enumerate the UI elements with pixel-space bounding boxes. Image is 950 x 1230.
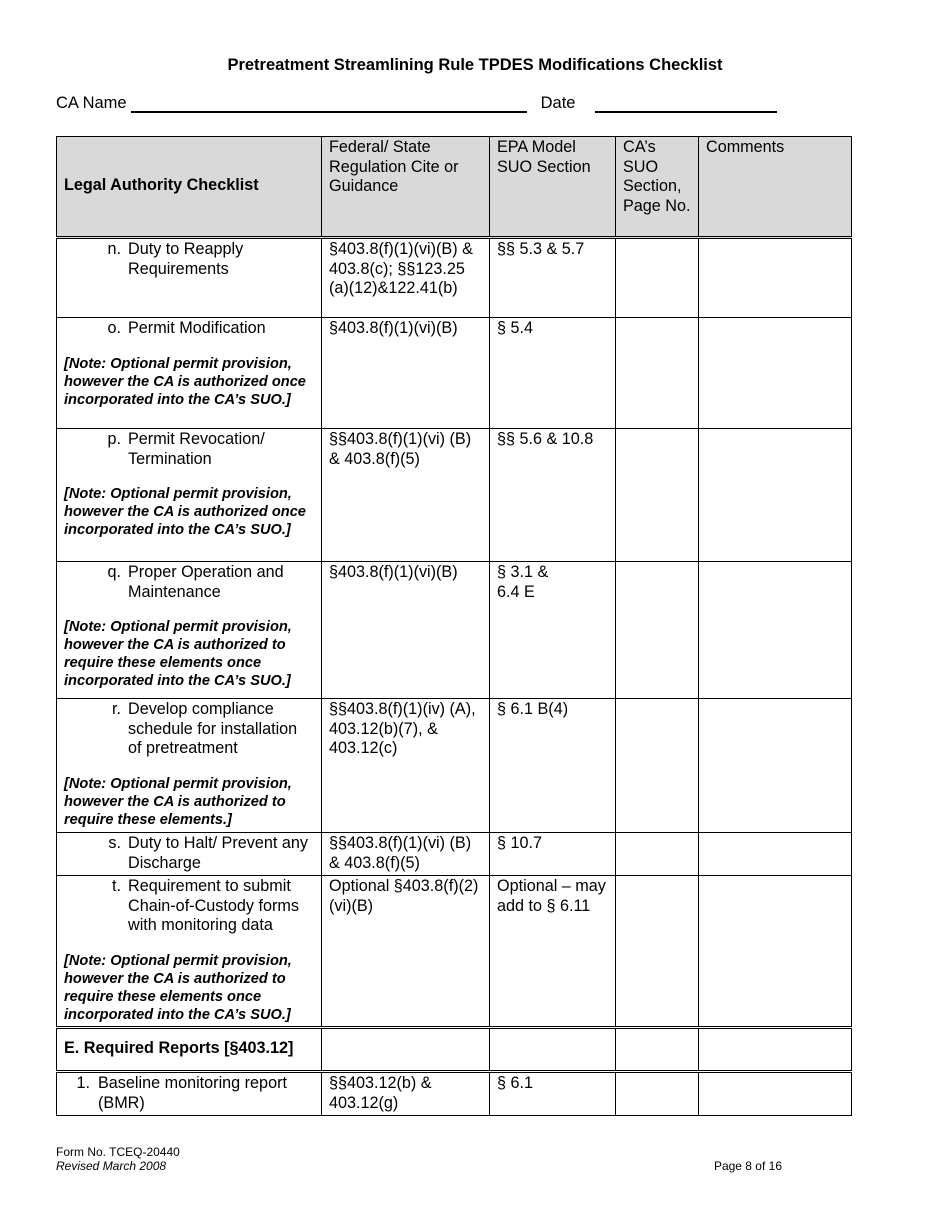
item-label: Requirement to submit Chain-of-Custody forms with monitoring data xyxy=(128,877,299,934)
comments-cell[interactable] xyxy=(699,429,852,562)
column-header: EPA Model SUO Section xyxy=(490,137,616,238)
page-title: Pretreatment Streamlining Rule TPDES Modifications Checklist xyxy=(227,56,723,74)
form-number: Form No. TCEQ-20440 xyxy=(56,1145,180,1159)
regulation-cite: §§403.12(b) & 403.12(g) xyxy=(322,1072,490,1116)
item-letter: p. xyxy=(107,430,121,448)
column-header: Federal/ State Regulation Cite or Guidance xyxy=(322,137,490,238)
epa-suo-section: § 5.4 xyxy=(490,318,616,429)
epa-suo-section: § 6.1 B(4) xyxy=(490,699,616,833)
item-label: Duty to Reapply Requirements xyxy=(128,240,244,278)
item-note: [Note: Optional permit provision, however the CA is authorized to require these elements once incorporated into the CA’s SUO.] xyxy=(64,952,292,1023)
table-row xyxy=(57,562,852,699)
ca-suo-section-cell[interactable] xyxy=(616,833,699,876)
footer-form-info xyxy=(56,1145,180,1173)
item-label: Permit Modification xyxy=(128,319,266,337)
checklist-table xyxy=(56,136,852,1116)
page-number: Page 8 of 16 xyxy=(713,1159,782,1173)
regulation-cite: §§403.8(f)(1)(vi) (B) & 403.8(f)(5) xyxy=(322,429,490,562)
comments-cell[interactable] xyxy=(699,562,852,699)
regulation-cite: §§403.8(f)(1)(iv) (A), 403.12(b)(7), & 403.12(c) xyxy=(322,699,490,833)
checklist-item xyxy=(57,876,322,1028)
section-row xyxy=(57,1028,852,1072)
checklist-item xyxy=(57,833,322,876)
checklist-item xyxy=(57,1072,322,1116)
item-note: [Note: Optional permit provision, however the CA is authorized once incorporated into the CA’s SUO.] xyxy=(64,355,306,408)
ca-suo-section-cell[interactable] xyxy=(616,318,699,429)
regulation-cite: §403.8(f)(1)(vi)(B) & 403.8(c); §§123.25(a)(12)&122.41(b) xyxy=(322,238,490,318)
item-letter: n. xyxy=(107,240,121,258)
section-blank-cell xyxy=(322,1028,490,1072)
item-letter: o. xyxy=(107,319,121,337)
table-row xyxy=(57,876,852,1028)
ca-name-label: CA Name xyxy=(56,94,127,112)
regulation-cite: Optional §403.8(f)(2)(vi)(B) xyxy=(322,876,490,1028)
ca-name-date-line xyxy=(56,94,777,113)
column-header: Legal Authority Checklist xyxy=(57,137,322,238)
epa-suo-section: § 3.1 & 6.4 E xyxy=(490,562,616,699)
epa-suo-section: § 10.7 xyxy=(490,833,616,876)
ca-name-field[interactable] xyxy=(131,97,527,113)
item-note: [Note: Optional permit provision, however the CA is authorized once incorporated into the CA’s SUO.] xyxy=(64,486,306,538)
regulation-cite: §403.8(f)(1)(vi)(B) xyxy=(322,318,490,429)
item-letter: q. xyxy=(107,563,121,581)
comments-cell[interactable] xyxy=(699,833,852,876)
section-label: E. Required Reports [§403.12] xyxy=(57,1028,322,1072)
epa-suo-section: §§ 5.3 & 5.7 xyxy=(490,238,616,318)
table-row xyxy=(57,1072,852,1116)
revision-date: Revised March 2008 xyxy=(56,1159,167,1173)
item-label: Develop compliance schedule for installation of pretreatment xyxy=(128,700,298,757)
checklist-item xyxy=(57,699,322,833)
item-note: [Note: Optional permit provision, however the CA is authorized to require these elements.] xyxy=(64,775,292,828)
table-row xyxy=(57,429,852,562)
comments-cell[interactable] xyxy=(699,1072,852,1116)
item-number: 1. xyxy=(76,1074,90,1092)
section-blank-cell xyxy=(616,1028,699,1072)
table-row xyxy=(57,833,852,876)
table-row xyxy=(57,699,852,833)
item-label: Duty to Halt/ Prevent any Discharge xyxy=(128,834,308,872)
item-letter: s. xyxy=(108,834,121,852)
checklist-item xyxy=(57,429,322,562)
item-label: Permit Revocation/ Termination xyxy=(128,430,265,468)
ca-suo-section-cell[interactable] xyxy=(616,429,699,562)
ca-suo-section-cell[interactable] xyxy=(616,1072,699,1116)
checklist-item xyxy=(57,238,322,318)
column-header: Comments xyxy=(699,137,852,238)
regulation-cite: §403.8(f)(1)(vi)(B) xyxy=(322,562,490,699)
ca-suo-section-cell[interactable] xyxy=(616,562,699,699)
item-note: [Note: Optional permit provision, however the CA is authorized to require these elements once incorporated into the CA’s SUO.] xyxy=(64,619,292,689)
table-row xyxy=(57,238,852,318)
item-letter: t. xyxy=(112,877,121,895)
ca-suo-section-cell[interactable] xyxy=(616,876,699,1028)
date-label: Date xyxy=(540,94,576,112)
section-blank-cell xyxy=(490,1028,616,1072)
item-label: Baseline monitoring report (BMR) xyxy=(98,1074,287,1112)
checklist-item xyxy=(57,562,322,699)
comments-cell[interactable] xyxy=(699,238,852,318)
date-field[interactable] xyxy=(595,97,777,113)
epa-suo-section: § 6.1 xyxy=(490,1072,616,1116)
section-blank-cell xyxy=(699,1028,852,1072)
epa-suo-section: Optional – may add to § 6.11 xyxy=(490,876,616,1028)
table-header-row xyxy=(57,137,852,238)
column-header: CA’s SUO Section, Page No. xyxy=(616,137,699,238)
ca-suo-section-cell[interactable] xyxy=(616,699,699,833)
checklist-item xyxy=(57,318,322,429)
item-letter: r. xyxy=(112,700,121,718)
item-label: Proper Operation and Maintenance xyxy=(128,563,284,601)
epa-suo-section: §§ 5.6 & 10.8 xyxy=(490,429,616,562)
regulation-cite: §§403.8(f)(1)(vi) (B) & 403.8(f)(5) xyxy=(322,833,490,876)
comments-cell[interactable] xyxy=(699,318,852,429)
comments-cell[interactable] xyxy=(699,699,852,833)
table-row xyxy=(57,318,852,429)
ca-suo-section-cell[interactable] xyxy=(616,238,699,318)
comments-cell[interactable] xyxy=(699,876,852,1028)
